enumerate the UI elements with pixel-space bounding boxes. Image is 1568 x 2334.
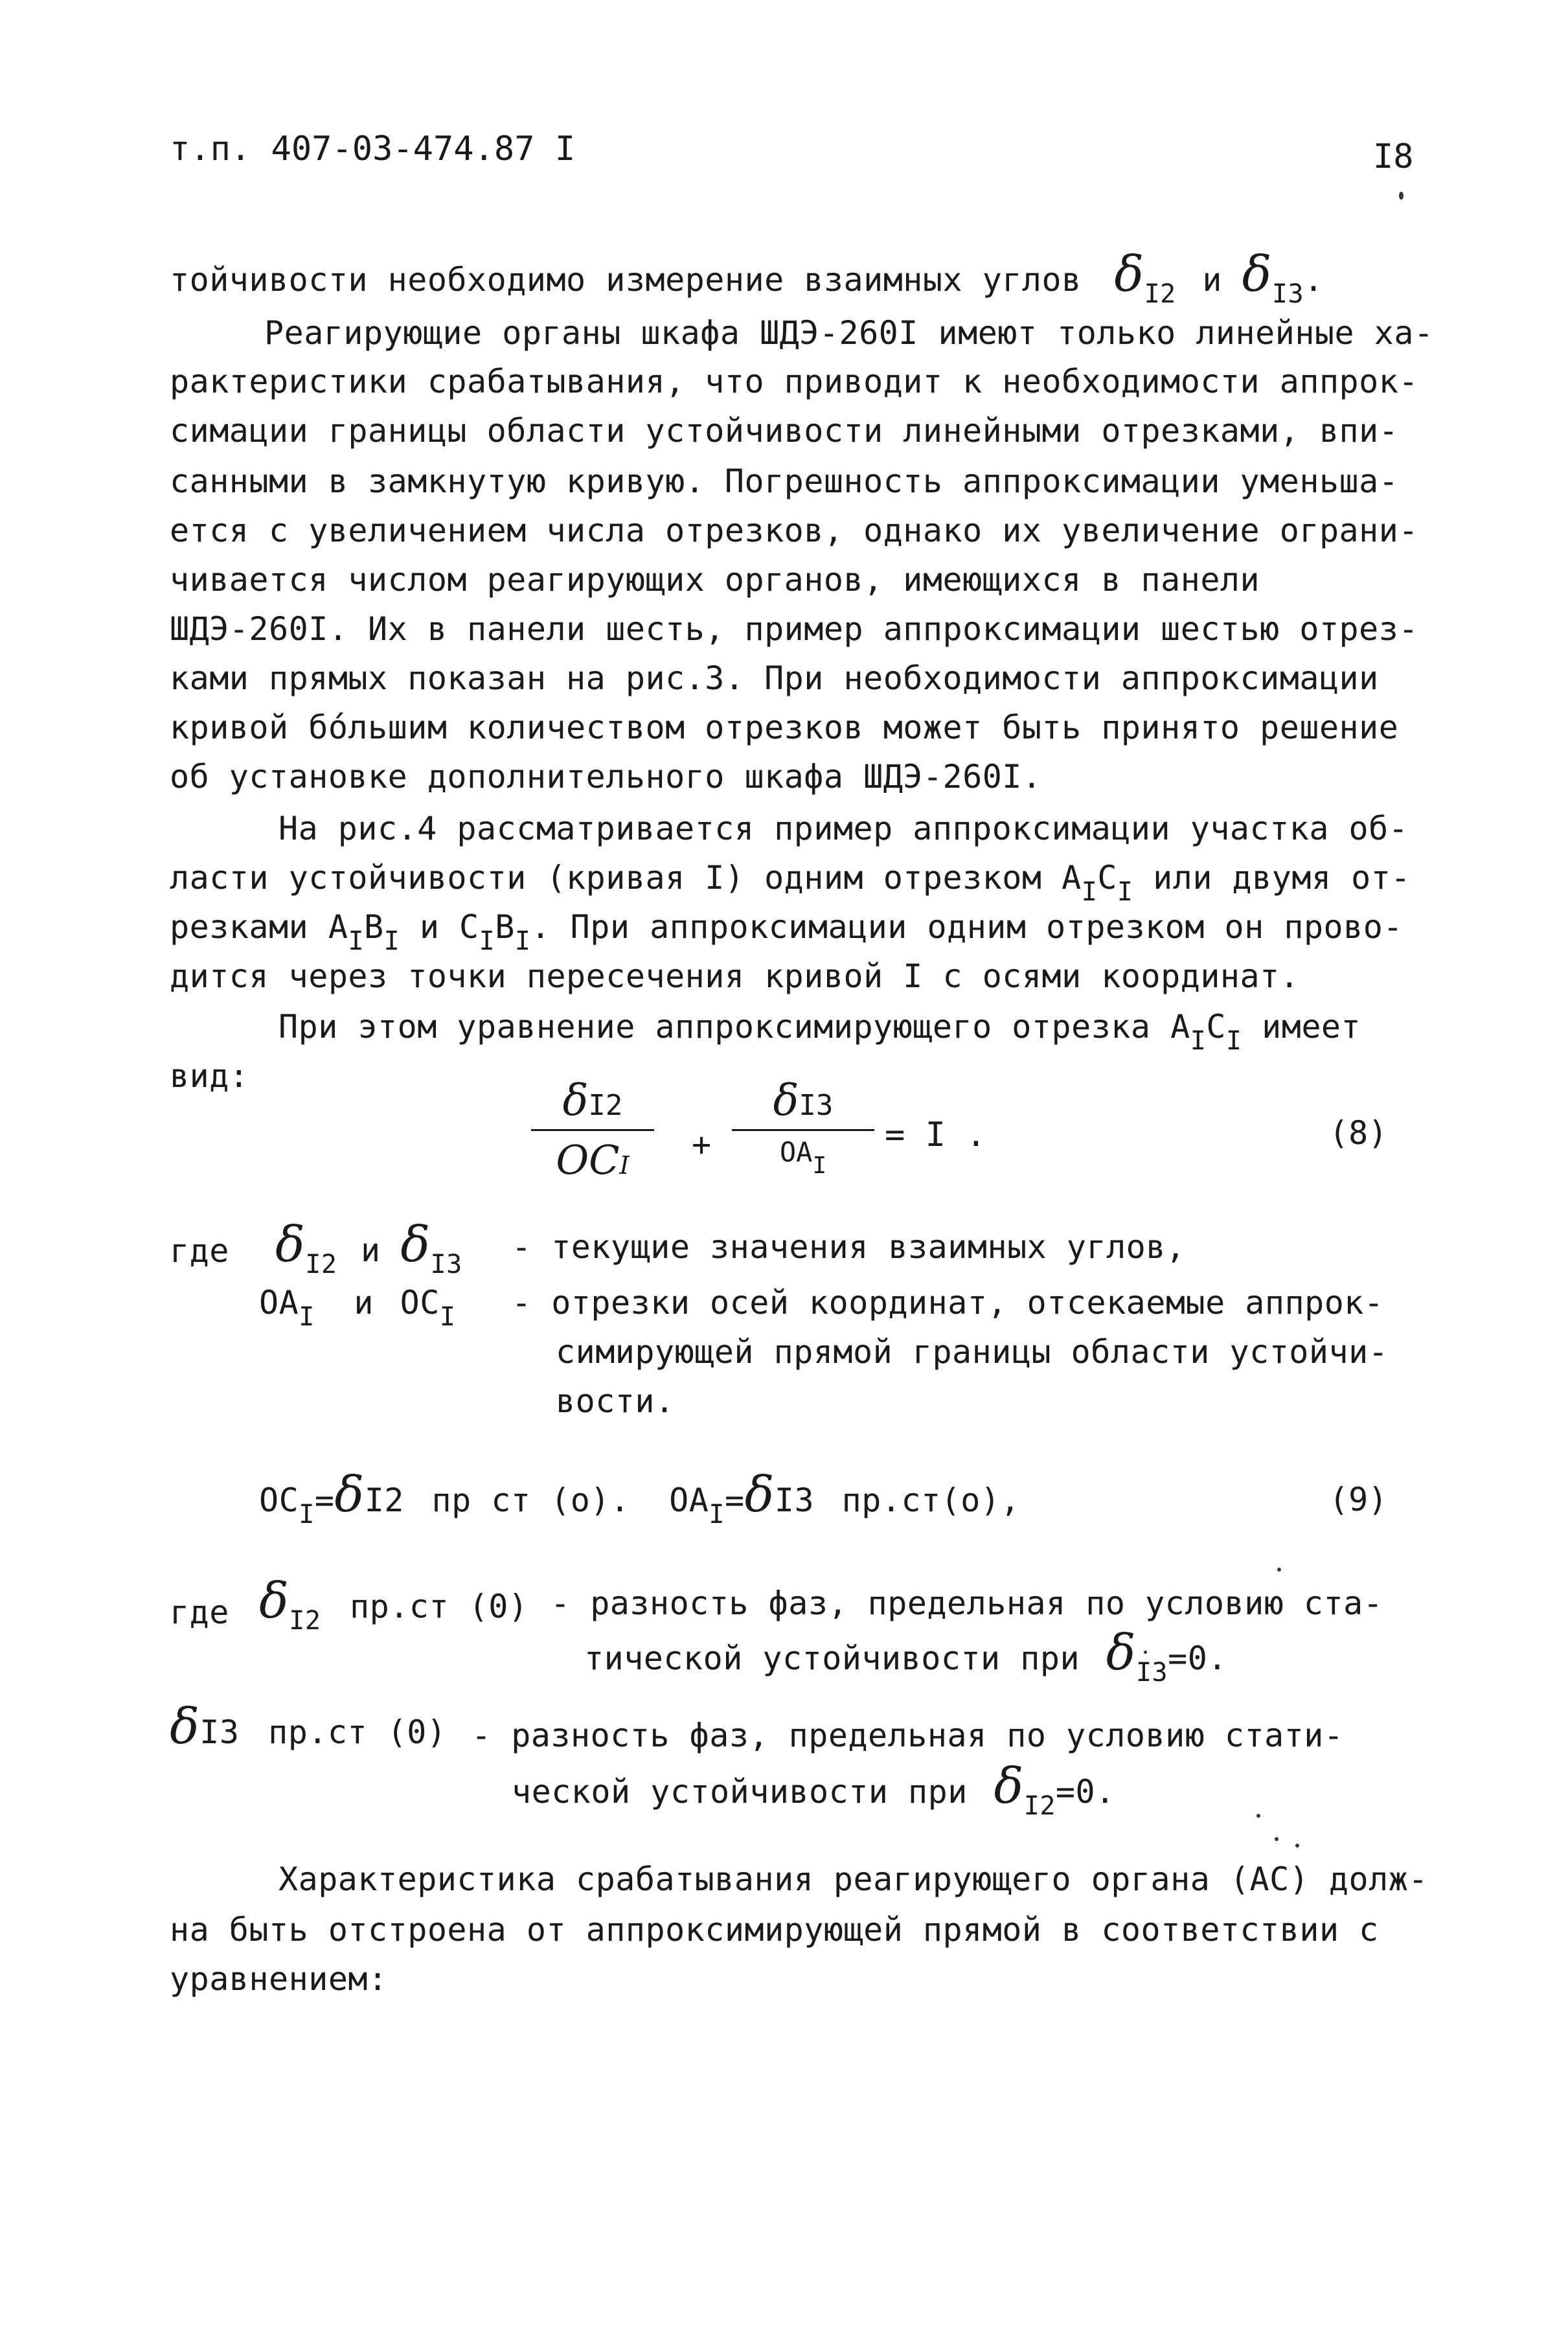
p1-line: кривой бо́льшим количеством отрезков может быть принято решение — [170, 709, 1399, 746]
scan-speck — [1256, 1814, 1260, 1818]
intro-line: тойчивости необходимо измерение взаимных углов $\delta_{I2}$ и $\delta_{I3}$. — [170, 245, 1324, 309]
p1-line: симации границы области устойчивости линейными отрезками, впи- — [170, 412, 1399, 450]
p1-line: ШДЭ-260I. Их в панели шесть, пример аппроксимации шестью отрез- — [170, 610, 1418, 648]
where2-desc: - разность фаз, предельная по условию стати- — [472, 1717, 1344, 1754]
delta-symbol: δ — [744, 1465, 775, 1523]
p3-line: При этом уравнение аппроксимирующего отрезка $А_IС_I$ имеет — [278, 1008, 1361, 1056]
p2-line: резками $А_IВ_I$ и $С_IВ_I$. При аппроксимации одним отрезком он прово- — [170, 908, 1403, 956]
segments-desc: симирующей прямой границы области устойчи- — [556, 1333, 1389, 1371]
fraction-left: δI2 OCI — [531, 1075, 654, 1184]
where-word: где — [170, 1232, 229, 1270]
closing-line: на быть отстроена от аппроксимирующей прямой в соответствии с — [170, 1911, 1379, 1949]
delta-symbol: δ — [275, 1215, 306, 1273]
delta-symbol: δ — [170, 1697, 200, 1755]
p1-line: санными в замкнутую кривую. Погрешность аппроксимации уменьша- — [170, 463, 1399, 500]
equation-label: (9) — [1329, 1481, 1388, 1518]
segments-desc: вости. — [556, 1382, 675, 1420]
equation-rhs: = I . — [885, 1116, 986, 1154]
where2-desc: тической устойчивости при $\delta_{I3}=0$. — [584, 1623, 1227, 1688]
segments-term: $OA_I$ и $OC_I$ — [259, 1284, 456, 1332]
delta-symbol: δ — [1106, 1623, 1136, 1681]
closing-line: Характеристика срабатывания реагирующего органа (АС) долж- — [278, 1860, 1428, 1898]
scan-speck — [1399, 192, 1403, 200]
p3-line: вид: — [170, 1057, 249, 1095]
equation-label: (8) — [1329, 1114, 1388, 1152]
p2-line: На рис.4 рассматривается пример аппроксимации участка об- — [278, 810, 1409, 847]
where-desc: - текущие значения взаимных углов, — [512, 1228, 1186, 1266]
scan-speck — [1144, 1651, 1147, 1654]
p1-line: чивается числом реагирующих органов, имеющихся в панели — [170, 561, 1260, 599]
p1-line: ется с увеличением числа отрезков, однако их увеличение ограни- — [170, 512, 1418, 549]
doc-number: т.п. 407-03-474.87 I — [170, 130, 576, 168]
delta-symbol: δ — [1114, 245, 1144, 303]
fraction-right: δI3 OAI — [732, 1075, 874, 1168]
where2-desc: ческой устойчивости при $\delta_{I2}=0$. — [512, 1757, 1115, 1821]
delta-symbol: δ — [259, 1572, 290, 1629]
delta-symbol: δ — [994, 1757, 1024, 1814]
where2-term1: $\delta_{I2}$ пр.ст (0) — [259, 1572, 528, 1636]
p2-line: ласти устойчивости (кривая I) одним отрезком $А_IС_I$ или двумя от- — [170, 859, 1411, 907]
delta-symbol: δ — [334, 1465, 365, 1523]
p1-line: рактеристики срабатывания, что приводит к необходимости аппрок- — [170, 363, 1418, 400]
segments-desc: - отрезки осей координат, отсекаемые аппрок- — [512, 1284, 1384, 1321]
plus-sign: + — [692, 1126, 712, 1163]
delta-symbol: δ — [773, 1075, 799, 1125]
where2-desc: - разность фаз, предельная по условию ста- — [551, 1585, 1383, 1622]
p1-line: Реагирующие органы шкафа ШДЭ-260I имеют только линейные ха- — [264, 314, 1434, 352]
delta-symbol: δ — [562, 1075, 589, 1125]
scan-speck — [1295, 1844, 1299, 1848]
where-word: где — [170, 1594, 229, 1631]
p2-line: дится через точки пересечения кривой I с осями координат. — [170, 957, 1300, 995]
where-terms: $\delta_{I2}$ и $\delta_{I3}$ — [275, 1215, 462, 1279]
delta-symbol: δ — [1242, 245, 1272, 303]
p1-line: ками прямых показан на рис.3. При необходимости аппроксимации — [170, 659, 1379, 697]
p1-line: об установке дополнительного шкафа ШДЭ-260I. — [170, 758, 1042, 795]
where2-term2: δI3 пр.ст (0) — [170, 1697, 447, 1755]
scan-speck — [1277, 1568, 1281, 1572]
closing-line: уравнением: — [170, 1960, 388, 1998]
equation-9-body: $OC_I=\delta I2$ пр ст (о). $OA_I=\delta I3$ пр.ст(о), — [259, 1465, 1021, 1529]
delta-symbol: δ — [400, 1215, 431, 1273]
page-number: I8 — [1373, 137, 1414, 176]
scan-speck — [1275, 1837, 1278, 1841]
